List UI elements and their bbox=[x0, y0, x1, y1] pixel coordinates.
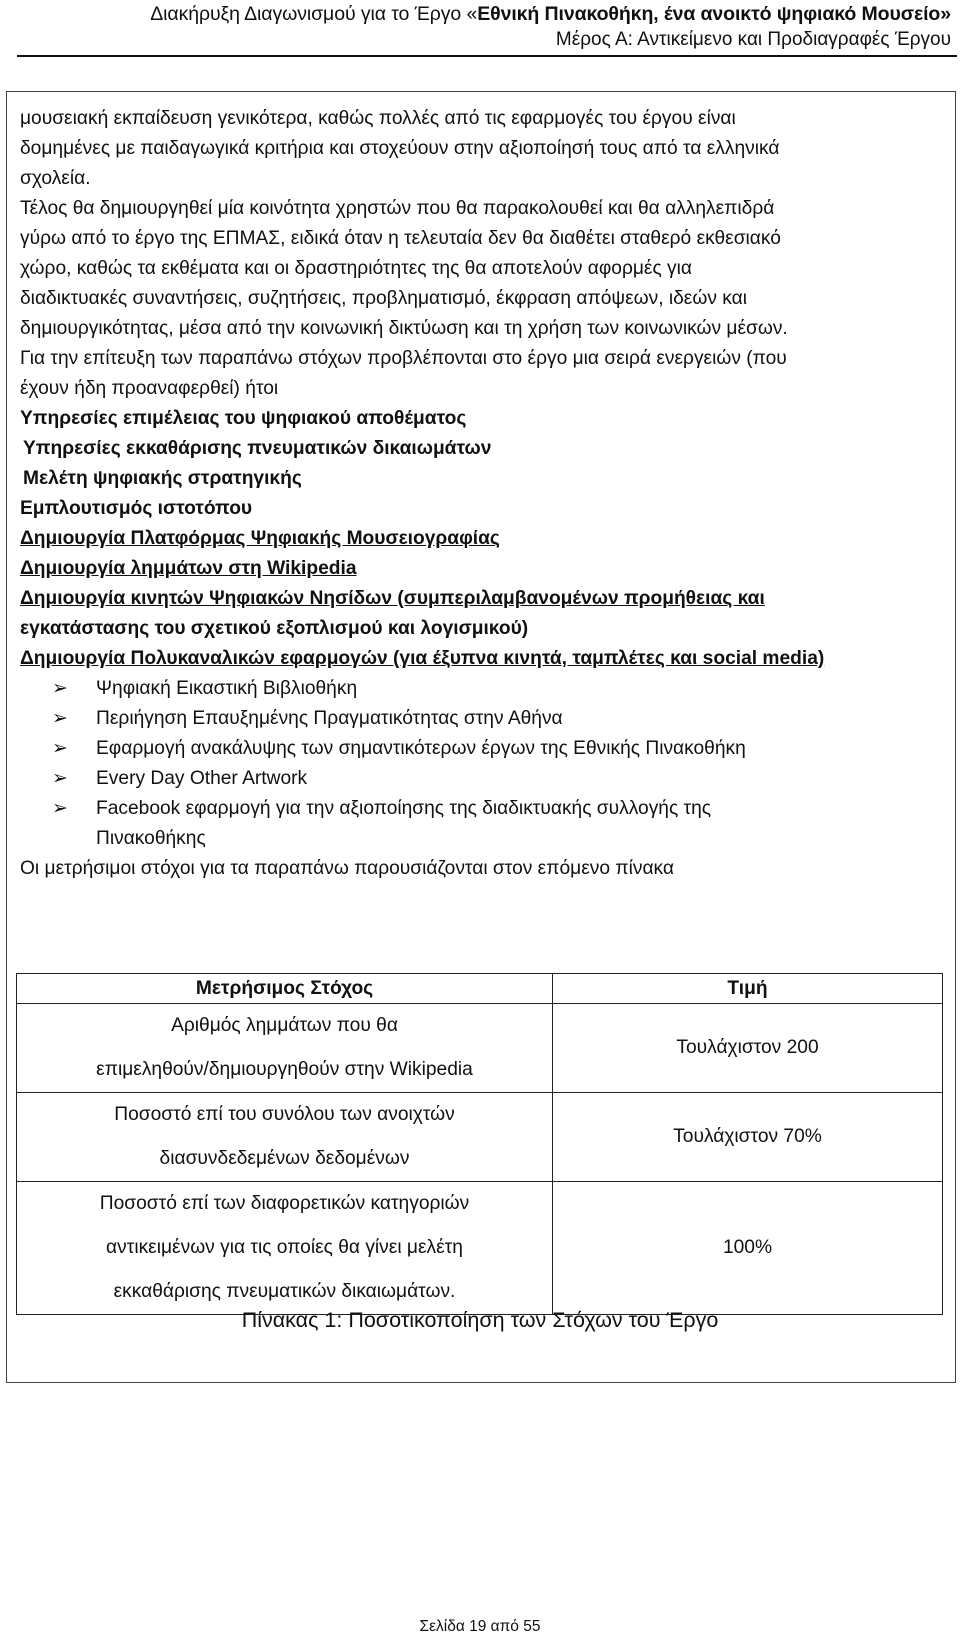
table-header-row bbox=[17, 974, 943, 1004]
title-suffix: » bbox=[940, 3, 951, 25]
arrow-bullet-icon: ➢ bbox=[52, 768, 68, 789]
list-item bbox=[20, 734, 940, 764]
arrow-bullet-icon: ➢ bbox=[52, 738, 68, 759]
value-cell: 100% bbox=[553, 1182, 943, 1315]
document-title bbox=[150, 3, 951, 26]
goal-cell bbox=[17, 1182, 553, 1315]
paragraph-line: δημιουργικότητας, μέσα από την κοινωνική δικτύωση και τη χρήση των κοινωνικών μέσων. bbox=[20, 318, 788, 339]
goal-cell-line: διασυνδεδεμένων δεδομένων bbox=[159, 1148, 410, 1169]
measurable-goals-table bbox=[16, 973, 943, 1315]
title-project-name: Εθνική Πινακοθήκη, ένα ανοικτό ψηφιακό Μουσείο bbox=[477, 3, 941, 25]
goal-cell-line: εκκαθάρισης πνευματικών δικαιωμάτων. bbox=[113, 1281, 456, 1302]
table-row bbox=[17, 1182, 943, 1315]
title-prefix: Διακήρυξη Διαγωνισμού για το Έργο « bbox=[150, 3, 478, 25]
paragraph-line: δομημένες με παιδαγωγικά κριτήρια και στοχεύουν στην αξιοποίησή τους από τα ελληνικά bbox=[20, 138, 780, 159]
column-header-goal: Μετρήσιμος Στόχος bbox=[17, 974, 553, 1004]
action-item: Εμπλουτισμός ιστοτόπου bbox=[20, 498, 253, 519]
goal-cell bbox=[17, 1004, 553, 1093]
paragraph-line: χώρο, καθώς τα εκθέματα και οι δραστηριότητες της θα αποτελούν αφορμές για bbox=[20, 258, 693, 279]
action-item: Μελέτη ψηφιακής στρατηγικής bbox=[23, 468, 302, 489]
list-item-text: Facebook εφαρμογή για την αξιοποίησης της διαδικτυακής συλλογής της bbox=[96, 798, 712, 819]
list-item bbox=[20, 704, 940, 734]
value-cell: Τουλάχιστον 70% bbox=[553, 1093, 943, 1182]
action-item-line: Δημιουργία κινητών Ψηφιακών Νησίδων (συμπεριλαμβανομένων προμήθειας και bbox=[20, 588, 765, 609]
paragraph-line: διαδικτυακές συναντήσεις, συζητήσεις, προβληματισμό, έκφραση απόψεων, ιδεών και bbox=[20, 288, 747, 309]
action-item-line: εγκατάστασης του σχετικού εξοπλισμού και λογισμικού) bbox=[20, 618, 529, 639]
arrow-bullet-icon: ➢ bbox=[52, 798, 68, 819]
list-item bbox=[20, 764, 940, 794]
value-cell: Τουλάχιστον 200 bbox=[553, 1004, 943, 1093]
arrow-bullet-icon: ➢ bbox=[52, 678, 68, 699]
list-item-text: Εφαρμογή ανακάλυψης των σημαντικότερων έργων της Εθνικής Πινακοθήκη bbox=[96, 738, 746, 759]
page-number: Σελίδα 19 από 55 bbox=[419, 1618, 541, 1635]
action-item: Δημιουργία Πλατφόρμας Ψηφιακής Μουσειογραφίας bbox=[20, 528, 500, 549]
table-row bbox=[17, 1093, 943, 1182]
application-list bbox=[20, 674, 940, 854]
goal-cell-line: επιμεληθούν/δημιουργηθούν στην Wikipedia bbox=[96, 1059, 473, 1080]
list-item-text: Περιήγηση Επαυξημένης Πραγματικότητας στην Αθήνα bbox=[96, 708, 563, 729]
action-item: Υπηρεσίες εκκαθάρισης πνευματικών δικαιωμάτων bbox=[23, 438, 492, 459]
goal-cell-line: αντικειμένων για τις οποίες θα γίνει μελέτη bbox=[106, 1237, 463, 1258]
paragraph-line: έχουν ήδη προαναφερθεί) ήτοι bbox=[20, 378, 279, 399]
paragraph-line: μουσειακή εκπαίδευση γενικότερα, καθώς πολλές από τις εφαρμογές του έργου είναι bbox=[20, 108, 736, 129]
paragraph-line: Για την επίτευξη των παραπάνω στόχων προβλέπονται στο έργο μια σειρά ενεργειών (που bbox=[20, 348, 787, 369]
arrow-bullet-icon: ➢ bbox=[52, 708, 68, 729]
body-text bbox=[20, 104, 940, 884]
page-header bbox=[0, 0, 960, 58]
list-item-text: Ψηφιακή Εικαστική Βιβλιοθήκη bbox=[96, 678, 358, 699]
closing-sentence: Οι μετρήσιμοι στόχοι για τα παραπάνω παρουσιάζονται στον επόμενο πίνακα bbox=[20, 858, 674, 879]
action-item bbox=[20, 644, 940, 674]
paragraph-line: Τέλος θα δημιουργηθεί μία κοινότητα χρηστών που θα παρακολουθεί και θα αλληλεπιδρά bbox=[20, 198, 775, 219]
goal-cell-line: Αριθμός λημμάτων που θα bbox=[171, 1015, 398, 1036]
list-item bbox=[20, 674, 940, 704]
column-header-value: Τιμή bbox=[553, 974, 943, 1004]
goal-cell-line: Ποσοστό επί του συνόλου των ανοιχτών bbox=[114, 1104, 455, 1125]
action-item: Δημιουργία λημμάτων στη Wikipedia bbox=[20, 558, 357, 579]
action-item-line: Δημιουργία Πολυκαναλικών εφαρμογών (για έξυπνα κινητά, ταμπλέτες και social media) bbox=[20, 648, 825, 669]
table-row bbox=[17, 1004, 943, 1093]
header-divider bbox=[17, 55, 957, 57]
table-caption: Πίνακας 1: Ποσοτικοποίηση των Στόχων του Έργο bbox=[241, 1308, 719, 1332]
list-item-text: Every Day Other Artwork bbox=[96, 768, 308, 789]
list-item bbox=[20, 794, 940, 854]
paragraph-line: σχολεία. bbox=[20, 168, 91, 189]
action-item bbox=[20, 584, 940, 614]
paragraph-line: γύρω από το έργο της ΕΠΜΑΣ, ειδικά όταν η τελευταία δεν θα διαθέτει σταθερό εκθεσιακό bbox=[20, 228, 781, 249]
action-item: Υπηρεσίες επιμέλειας του ψηφιακού αποθέματος bbox=[20, 408, 467, 429]
list-item-text: Πινακοθήκης bbox=[96, 828, 206, 849]
goal-cell-line: Ποσοστό επί των διαφορετικών κατηγοριών bbox=[99, 1193, 470, 1214]
goal-cell bbox=[17, 1093, 553, 1182]
document-section: Μέρος Α: Αντικείμενο και Προδιαγραφές Έργου bbox=[555, 29, 951, 50]
